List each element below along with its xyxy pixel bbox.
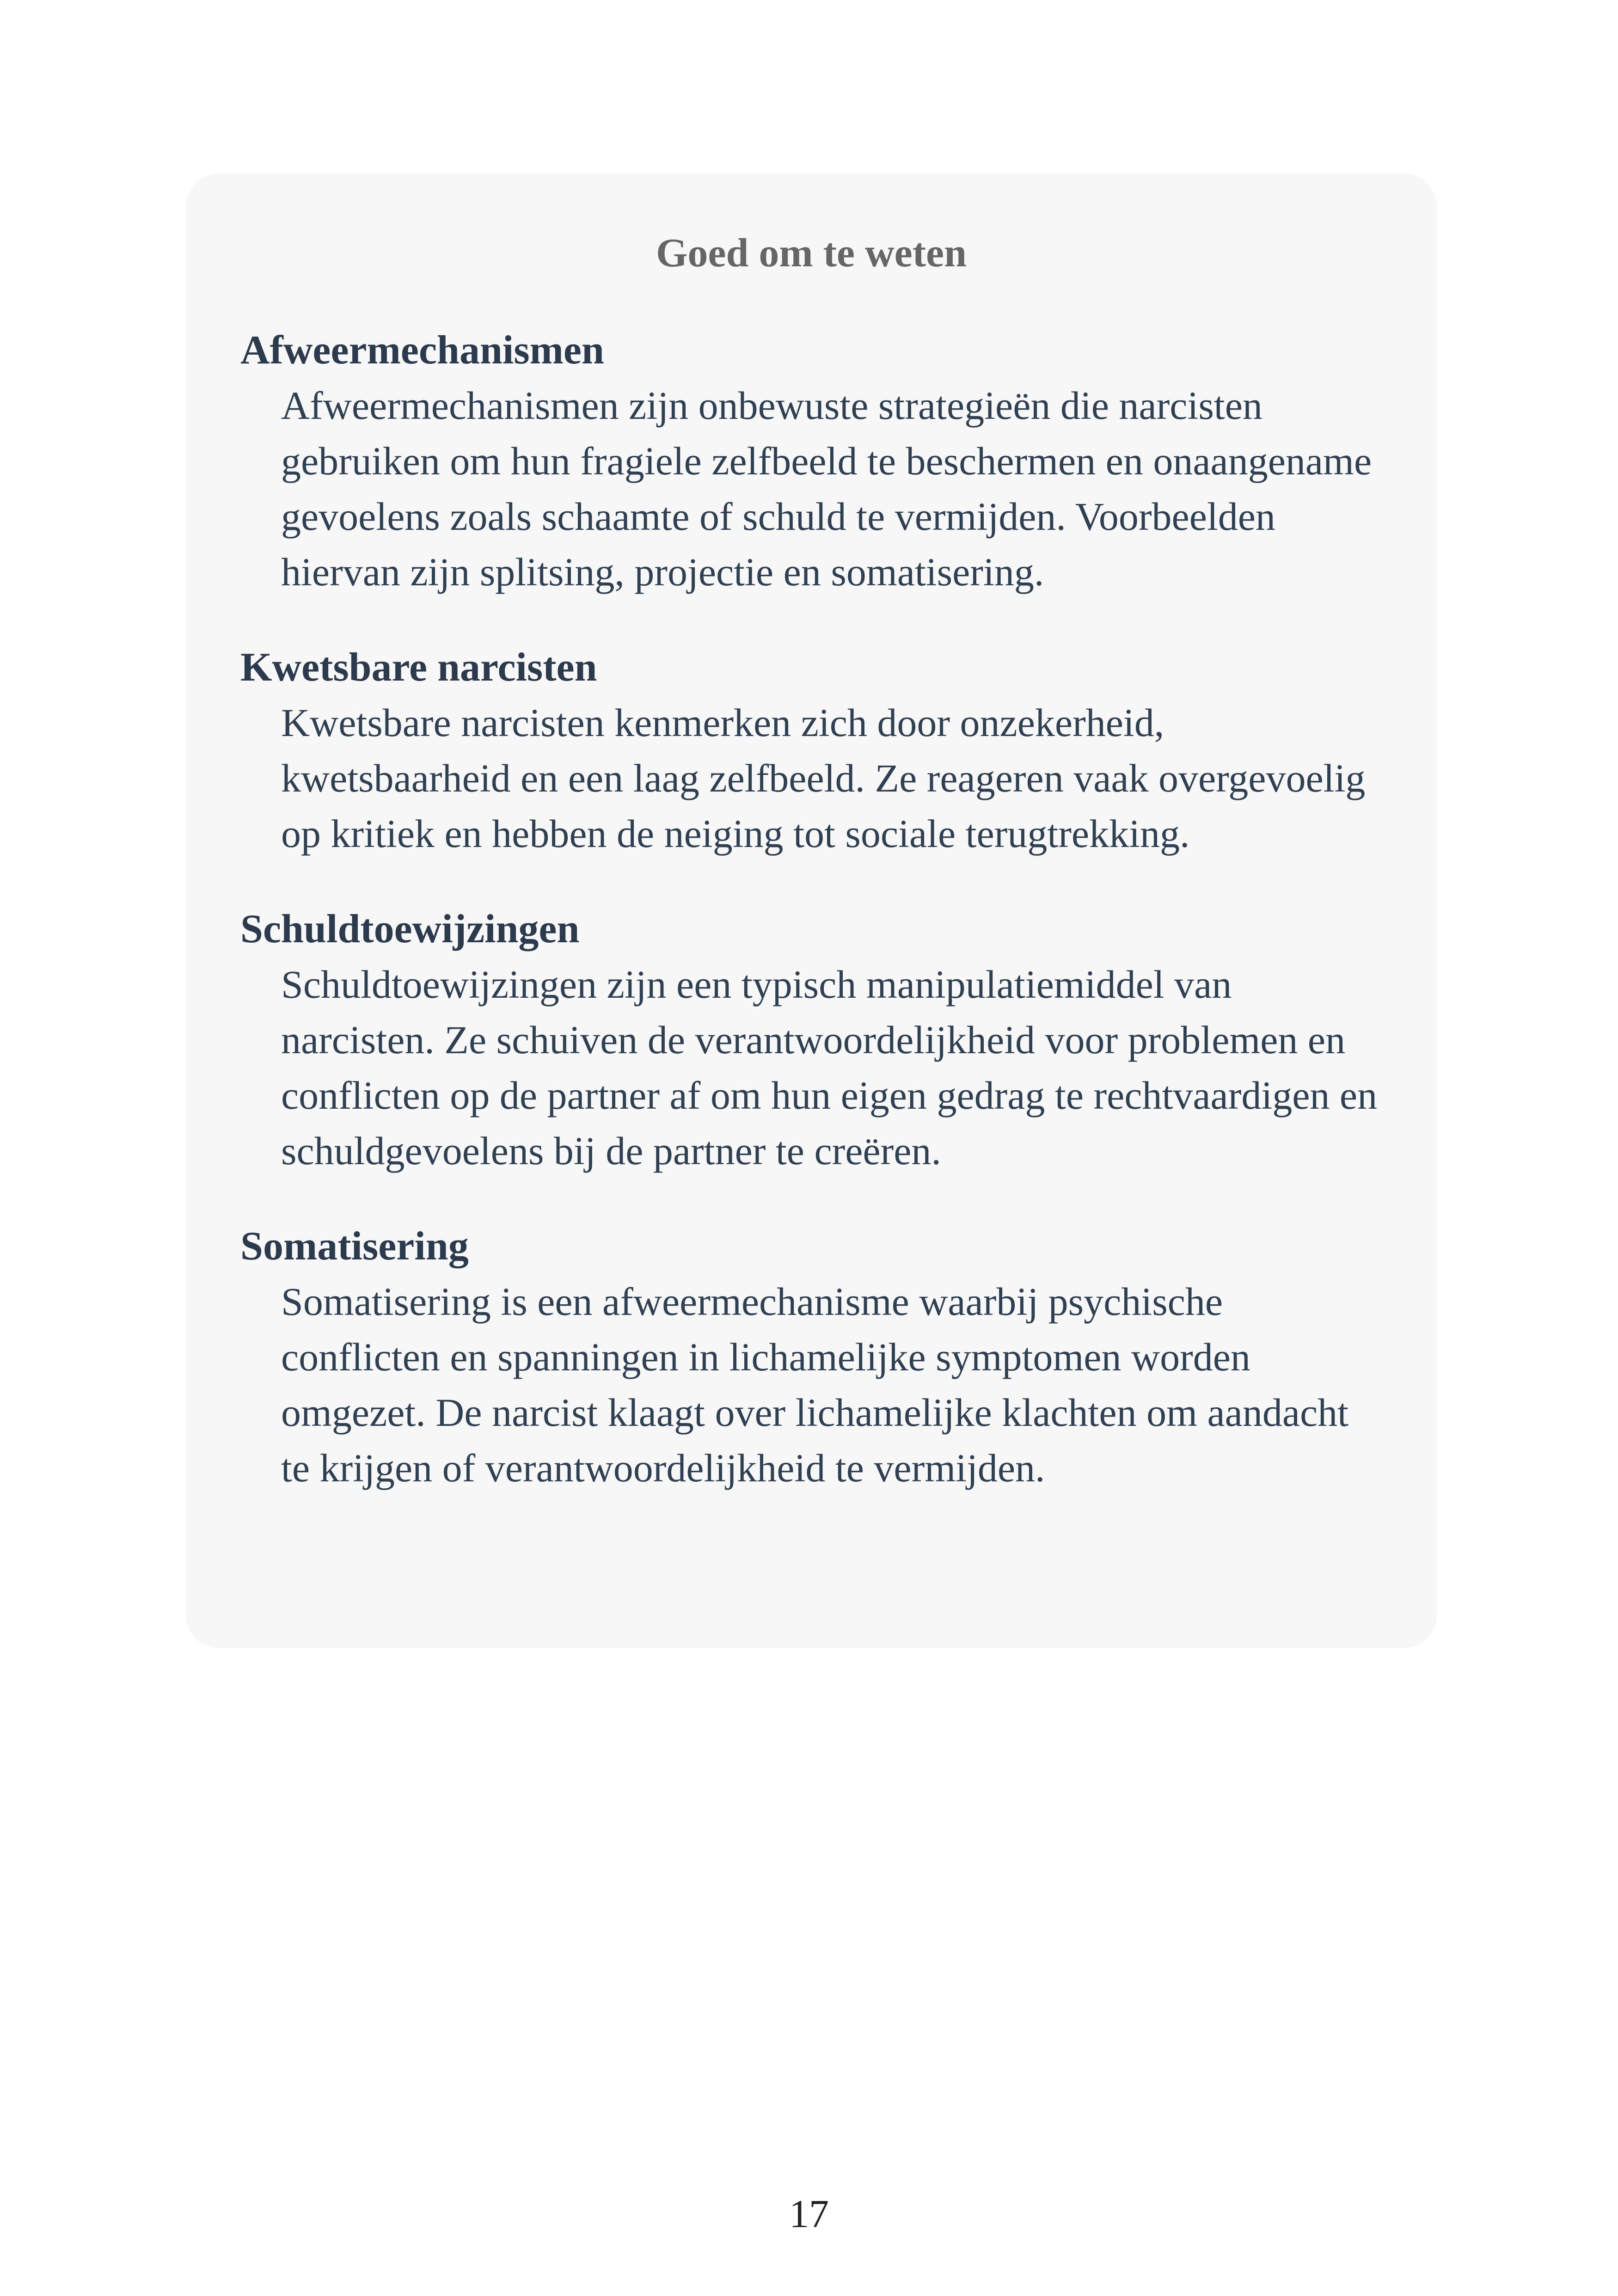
glossary-term: Kwetsbare narcisten bbox=[240, 645, 597, 690]
glossary-entry-somatisering bbox=[240, 1219, 1382, 1496]
glossary-term: Somatisering bbox=[240, 1224, 469, 1269]
glossary-entry-kwetsbare-narcisten bbox=[240, 640, 1382, 861]
glossary-term: Schuldtoewijzingen bbox=[240, 907, 580, 952]
glossary-definition: Kwetsbare narcisten kenmerken zich door onzekerheid, kwetsbaarheid en een laag zelfbeeld. Ze reageren vaak overgevoelig op kritiek en hebben de neiging tot sociale terugtrekking. bbox=[281, 700, 1366, 856]
glossary-entry-schuldtoewijzingen bbox=[240, 902, 1382, 1179]
box-title: Goed om te weten bbox=[656, 231, 967, 276]
page-number: 17 bbox=[789, 2192, 829, 2236]
glossary-term: Afweermechanismen bbox=[240, 328, 604, 373]
glossary-definition: Somatisering is een afweermechanisme waarbij psychische conflicten en spanningen in lichamelijke symptomen worden omgezet. De narcist klaagt over lichamelijke klachten om aandacht te krijgen of verantwoordelijkheid te vermijden. bbox=[281, 1279, 1349, 1490]
glossary-entry-afweermechanismen bbox=[240, 323, 1382, 600]
glossary-definition: Schuldtoewijzingen zijn een typisch manipulatiemiddel van narcisten. Ze schuiven de verantwoordelijkheid voor problemen en conflicten op de partner af om hun eigen gedrag te rechtvaardigen en schuldgevoelens bij de partner te creëren. bbox=[281, 962, 1378, 1173]
good-to-know-box bbox=[186, 173, 1437, 1648]
glossary-definition: Afweermechanismen zijn onbewuste strategieën die narcisten gebruiken om hun fragiele zelfbeeld te beschermen en onaangename gevoelens zoals schaamte of schuld te vermijden. Voorbeelden hiervan zijn splitsing, projectie en somatisering. bbox=[281, 383, 1372, 594]
